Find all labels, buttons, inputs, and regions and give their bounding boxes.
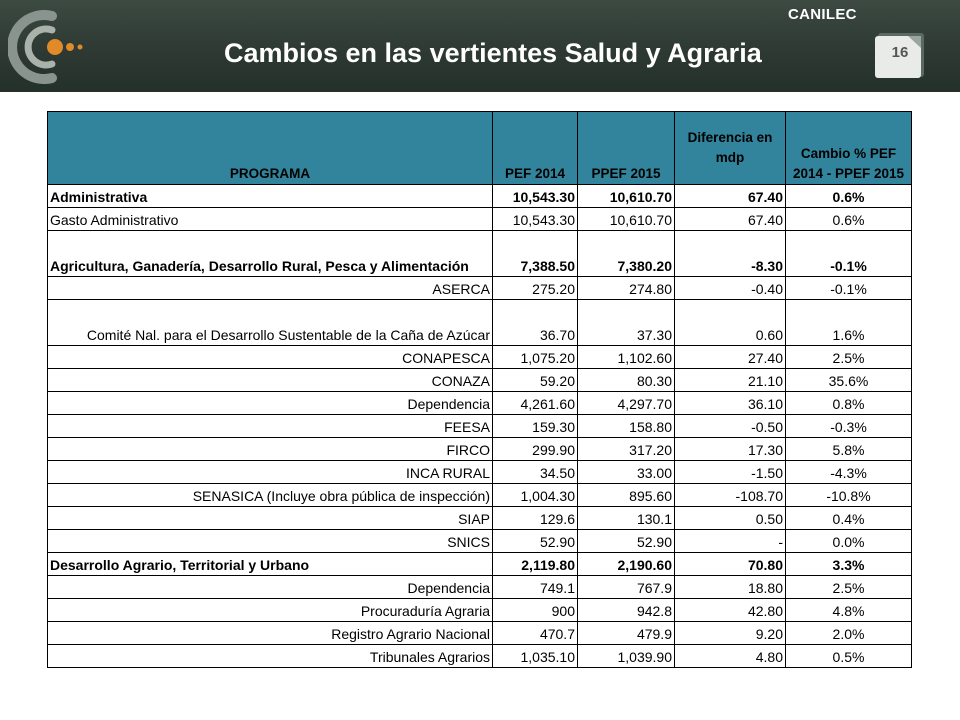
page-number: 16 (891, 44, 909, 61)
diferencia-cell: 0.60 (675, 300, 786, 346)
diferencia-cell: -108.70 (675, 484, 786, 507)
table-header-row (48, 112, 912, 185)
pef2014-cell: 900 (493, 599, 578, 622)
table-row (48, 231, 912, 277)
col-header-cambio: Cambio % PEF 2014 - PPEF 2015 (786, 112, 912, 185)
pef2014-cell: 1,035.10 (493, 645, 578, 668)
pef2014-cell: 34.50 (493, 461, 578, 484)
programa-cell: Gasto Administrativo (48, 208, 493, 231)
cambio-cell: 35.6% (786, 369, 912, 392)
diferencia-cell: 67.40 (675, 208, 786, 231)
cambio-cell: -0.3% (786, 415, 912, 438)
programa-cell: Tribunales Agrarios (48, 645, 493, 668)
cambio-cell: 0.6% (786, 185, 912, 208)
ppef2015-cell: 274.80 (578, 277, 675, 300)
ppef2015-cell: 80.30 (578, 369, 675, 392)
ppef2015-cell: 1,039.90 (578, 645, 675, 668)
table-row (48, 645, 912, 668)
diferencia-cell: - (675, 530, 786, 553)
ppef2015-cell: 37.30 (578, 300, 675, 346)
cambio-cell: 0.0% (786, 530, 912, 553)
cambio-cell: 0.8% (786, 392, 912, 415)
table-row (48, 484, 912, 507)
ppef2015-cell: 4,297.70 (578, 392, 675, 415)
cambio-cell: 3.3% (786, 553, 912, 576)
pef2014-cell: 749.1 (493, 576, 578, 599)
ppef2015-cell: 767.9 (578, 576, 675, 599)
pef2014-cell: 52.90 (493, 530, 578, 553)
programa-cell: FEESA (48, 415, 493, 438)
pef2014-cell: 36.70 (493, 300, 578, 346)
programa-cell: SNICS (48, 530, 493, 553)
programa-cell: Dependencia (48, 392, 493, 415)
pef2014-cell: 10,543.30 (493, 185, 578, 208)
pef2014-cell: 7,388.50 (493, 231, 578, 277)
programa-cell: Administrativa (48, 185, 493, 208)
ppef2015-cell: 2,190.60 (578, 553, 675, 576)
diferencia-cell: 27.40 (675, 346, 786, 369)
programa-cell: Registro Agrario Nacional (48, 622, 493, 645)
diferencia-cell: -0.50 (675, 415, 786, 438)
programa-cell: CONAPESCA (48, 346, 493, 369)
page-title: Cambios en las vertientes Salud y Agraria (224, 38, 762, 68)
ppef2015-cell: 1,102.60 (578, 346, 675, 369)
brand-label: CANILEC (788, 6, 857, 23)
table-row (48, 553, 912, 576)
ppef2015-cell: 942.8 (578, 599, 675, 622)
cambio-cell: 2.5% (786, 576, 912, 599)
cambio-cell: 0.4% (786, 507, 912, 530)
pef2014-cell: 159.30 (493, 415, 578, 438)
ppef2015-cell: 7,380.20 (578, 231, 675, 277)
col-header-programa: PROGRAMA (48, 112, 493, 185)
table-row (48, 300, 912, 346)
ppef2015-cell: 10,610.70 (578, 185, 675, 208)
table-row (48, 277, 912, 300)
table-row (48, 185, 912, 208)
programa-cell: INCA RURAL (48, 461, 493, 484)
programa-cell: SENASICA (Incluye obra pública de inspección) (48, 484, 493, 507)
table-row (48, 576, 912, 599)
canilec-logo-icon (8, 8, 90, 84)
diferencia-cell: 0.50 (675, 507, 786, 530)
ppef2015-cell: 10,610.70 (578, 208, 675, 231)
diferencia-cell: 9.20 (675, 622, 786, 645)
pef2014-cell: 275.20 (493, 277, 578, 300)
cambio-cell: 1.6% (786, 300, 912, 346)
table-row (48, 461, 912, 484)
diferencia-cell: 70.80 (675, 553, 786, 576)
pef2014-cell: 129.6 (493, 507, 578, 530)
table-row (48, 346, 912, 369)
header-bar (0, 0, 960, 92)
cambio-cell: 0.5% (786, 645, 912, 668)
cambio-cell: -4.3% (786, 461, 912, 484)
programa-cell: ASERCA (48, 277, 493, 300)
diferencia-cell: 21.10 (675, 369, 786, 392)
programa-cell: Desarrollo Agrario, Territorial y Urbano (48, 553, 493, 576)
table-row (48, 622, 912, 645)
table-row (48, 507, 912, 530)
pef2014-cell: 4,261.60 (493, 392, 578, 415)
ppef2015-cell: 895.60 (578, 484, 675, 507)
table-row (48, 369, 912, 392)
pef2014-cell: 470.7 (493, 622, 578, 645)
cambio-cell: -0.1% (786, 231, 912, 277)
programa-cell: Agricultura, Ganadería, Desarrollo Rural, Pesca y Alimentación (48, 231, 493, 277)
budget-table (47, 111, 912, 668)
pef2014-cell: 10,543.30 (493, 208, 578, 231)
table-row (48, 208, 912, 231)
pef2014-cell: 1,004.30 (493, 484, 578, 507)
col-header-pef2014: PEF 2014 (493, 112, 578, 185)
diferencia-cell: 17.30 (675, 438, 786, 461)
cambio-cell: 2.0% (786, 622, 912, 645)
cambio-cell: 5.8% (786, 438, 912, 461)
cambio-cell: -10.8% (786, 484, 912, 507)
ppef2015-cell: 317.20 (578, 438, 675, 461)
table-row (48, 599, 912, 622)
pef2014-cell: 299.90 (493, 438, 578, 461)
programa-cell: Procuraduría Agraria (48, 599, 493, 622)
pef2014-cell: 59.20 (493, 369, 578, 392)
programa-cell: FIRCO (48, 438, 493, 461)
cambio-cell: 2.5% (786, 346, 912, 369)
diferencia-cell: -8.30 (675, 231, 786, 277)
pef2014-cell: 1,075.20 (493, 346, 578, 369)
ppef2015-cell: 130.1 (578, 507, 675, 530)
ppef2015-cell: 33.00 (578, 461, 675, 484)
pef2014-cell: 2,119.80 (493, 553, 578, 576)
table-row (48, 530, 912, 553)
programa-cell: CONAZA (48, 369, 493, 392)
diferencia-cell: 36.10 (675, 392, 786, 415)
table-row (48, 392, 912, 415)
ppef2015-cell: 479.9 (578, 622, 675, 645)
diferencia-cell: 4.80 (675, 645, 786, 668)
col-header-ppef2015: PPEF 2015 (578, 112, 675, 185)
ppef2015-cell: 158.80 (578, 415, 675, 438)
table-row (48, 438, 912, 461)
cambio-cell: 0.6% (786, 208, 912, 231)
diferencia-cell: -0.40 (675, 277, 786, 300)
cambio-cell: 4.8% (786, 599, 912, 622)
ppef2015-cell: 52.90 (578, 530, 675, 553)
diferencia-cell: -1.50 (675, 461, 786, 484)
programa-cell: SIAP (48, 507, 493, 530)
cambio-cell: -0.1% (786, 277, 912, 300)
diferencia-cell: 18.80 (675, 576, 786, 599)
diferencia-cell: 67.40 (675, 185, 786, 208)
programa-cell: Comité Nal. para el Desarrollo Sustentable de la Caña de Azúcar (48, 300, 493, 346)
programa-cell: Dependencia (48, 576, 493, 599)
col-header-diferencia: Diferencia en mdp (675, 112, 786, 185)
table-row (48, 415, 912, 438)
diferencia-cell: 42.80 (675, 599, 786, 622)
